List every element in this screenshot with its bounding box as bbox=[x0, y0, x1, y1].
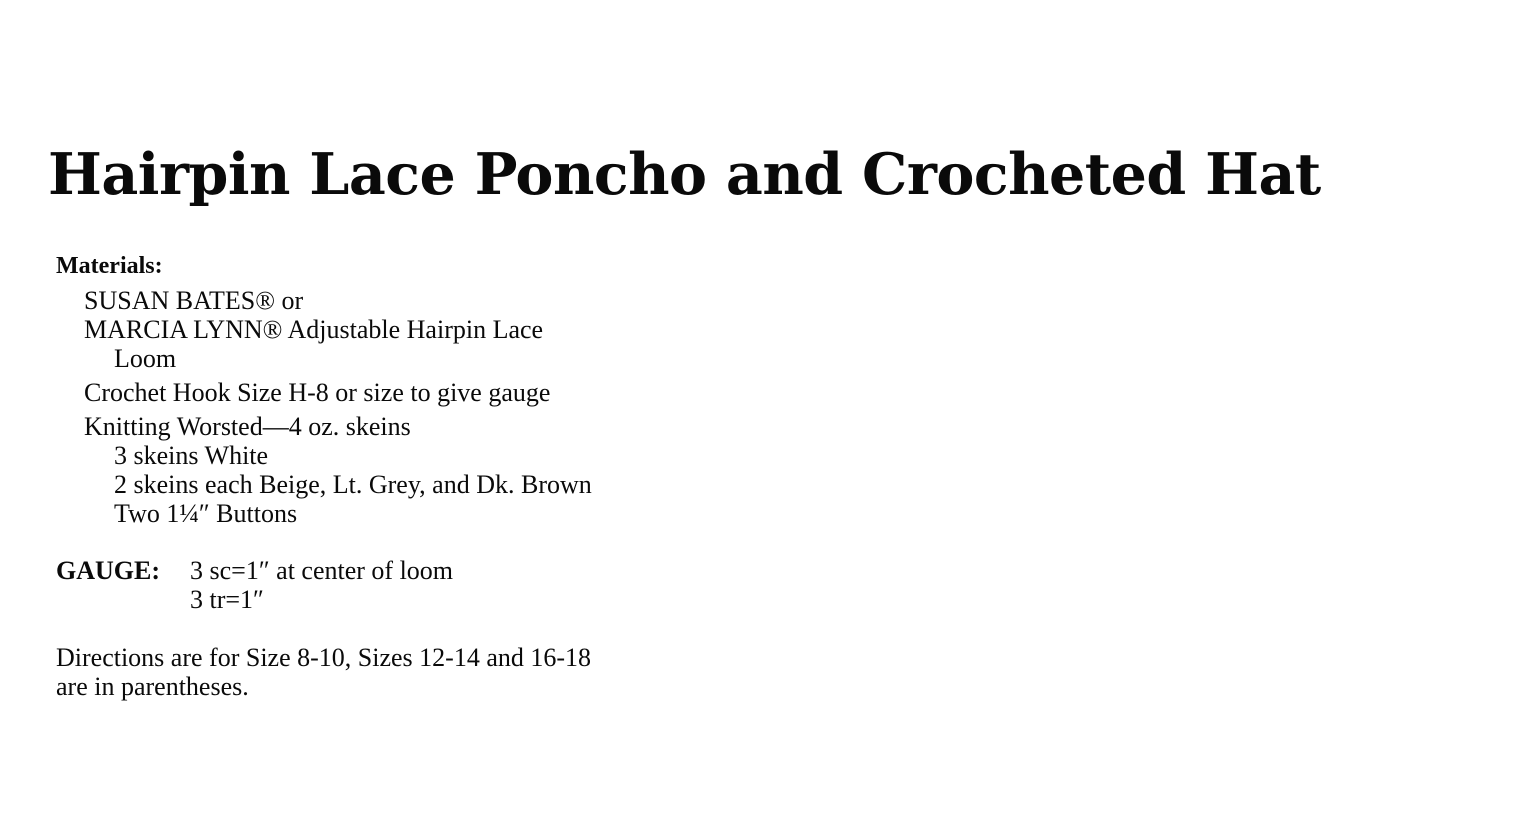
materials-item: 2 skeins each Beige, Lt. Grey, and Dk. Brown bbox=[114, 470, 592, 499]
materials-item: Crochet Hook Size H-8 or size to give gauge bbox=[84, 378, 551, 407]
materials-item: SUSAN BATES® or bbox=[84, 286, 304, 315]
materials-item: 3 skeins White bbox=[114, 441, 269, 470]
materials-heading: Materials: bbox=[56, 253, 163, 279]
directions-line-1: Directions are for Size 8-10, Sizes 12-14 and 16-18 bbox=[56, 643, 592, 672]
materials-item: Knitting Worsted—4 oz. skeins bbox=[84, 412, 411, 441]
directions-line-2: are in parentheses. bbox=[56, 672, 249, 701]
materials-item: Loom bbox=[114, 344, 177, 373]
materials-item: Two 1¼″ Buttons bbox=[114, 499, 298, 528]
gauge-line-2: 3 tr=1″ bbox=[190, 585, 264, 614]
page-title: Hairpin Lace Poncho and Crocheted Hat bbox=[48, 141, 1321, 208]
gauge-line-1: 3 sc=1″ at center of loom bbox=[190, 556, 454, 585]
materials-item: MARCIA LYNN® Adjustable Hairpin Lace bbox=[84, 315, 544, 344]
gauge-label: GAUGE: bbox=[56, 556, 160, 585]
